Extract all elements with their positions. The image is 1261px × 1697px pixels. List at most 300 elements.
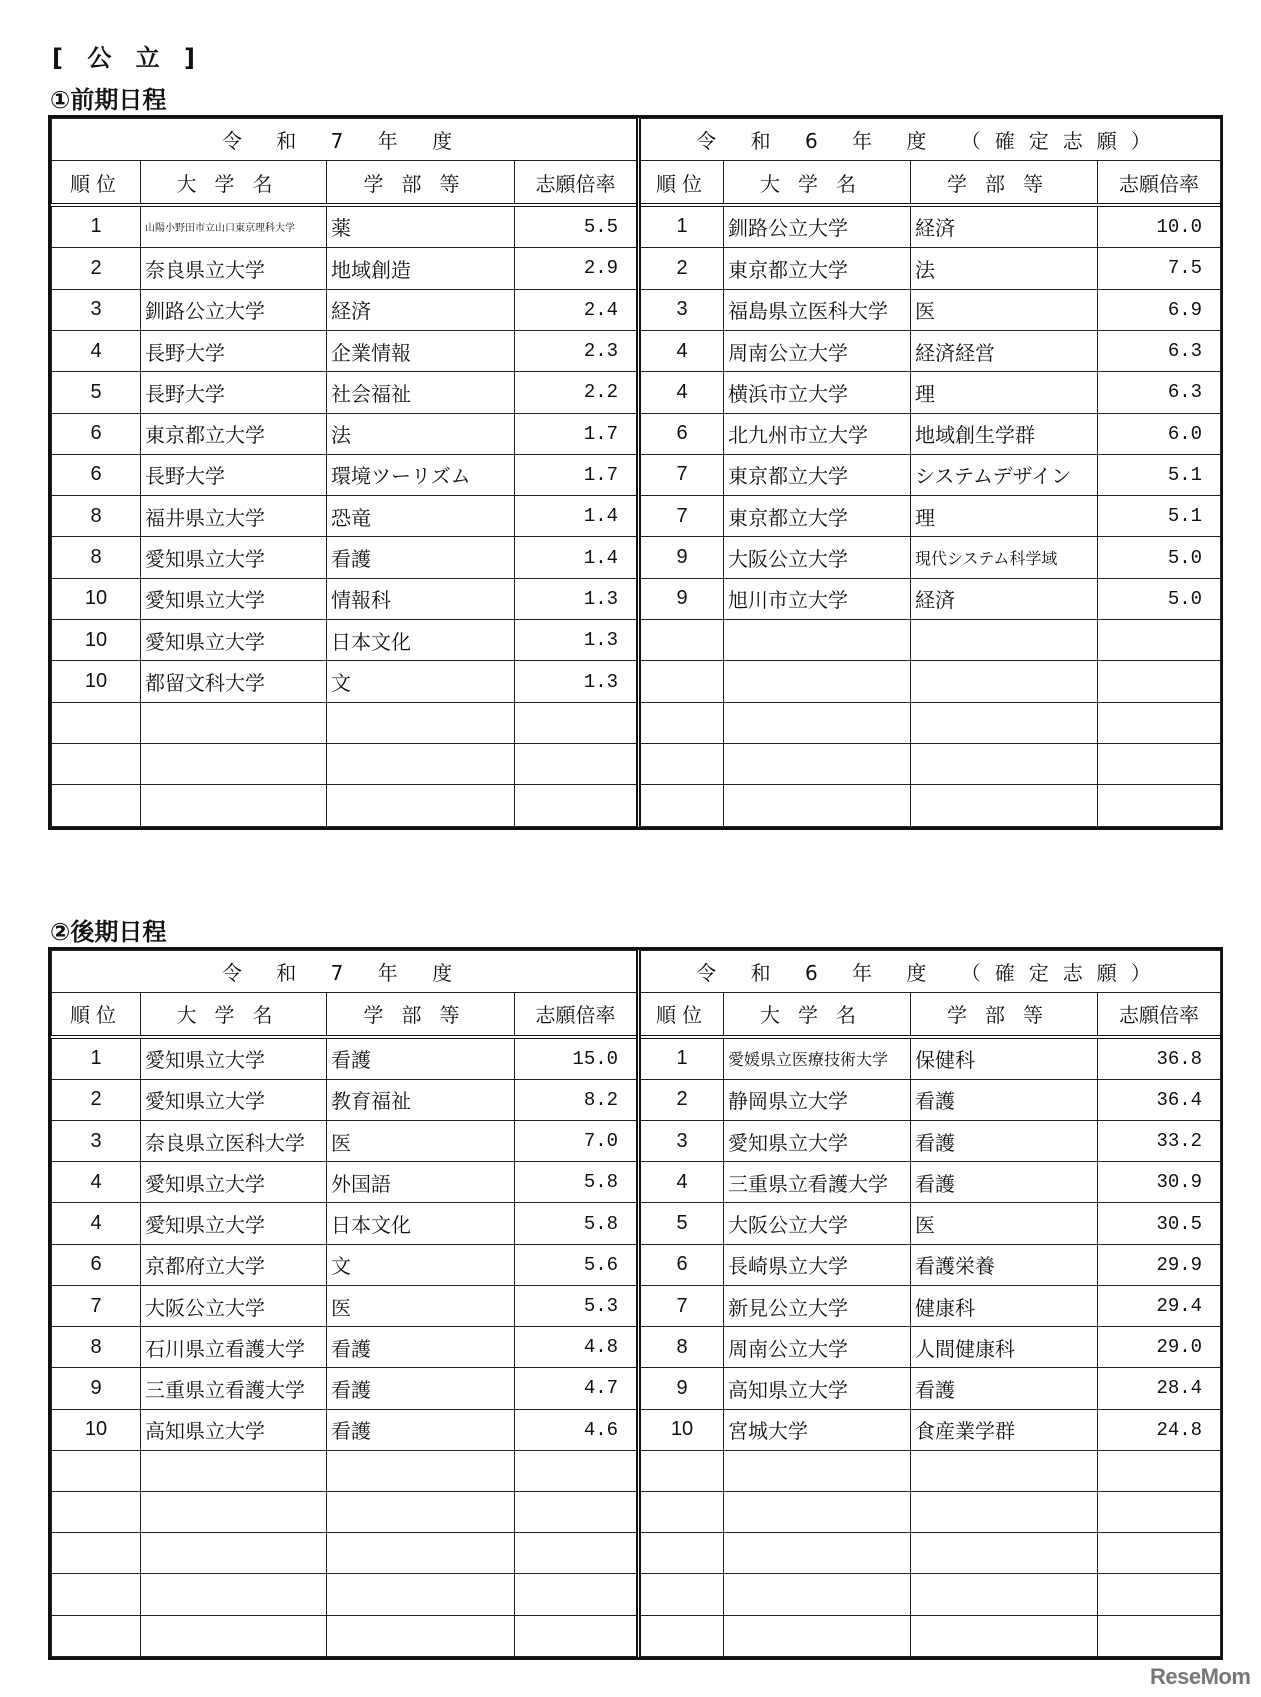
rate-cell: 29.0 xyxy=(1098,1327,1221,1368)
rank-cell: 4 xyxy=(639,330,724,371)
faculty-cell: 文 xyxy=(327,1244,515,1285)
rank-cell: 6 xyxy=(639,413,724,454)
rank-cell xyxy=(639,1533,724,1574)
rate-cell: 1.4 xyxy=(515,496,639,537)
rank-cell: 7 xyxy=(52,1285,141,1326)
university-cell xyxy=(141,1615,327,1656)
table-row xyxy=(52,372,1221,413)
rate-cell: 24.8 xyxy=(1098,1409,1221,1450)
university-cell: 山陽小野田市立山口東京理科大学 xyxy=(141,205,327,248)
header-r7: 令 和 7 年 度 xyxy=(52,119,639,161)
university-cell: 周南公立大学 xyxy=(724,330,911,371)
faculty-cell xyxy=(911,744,1098,785)
table-row xyxy=(52,744,1221,785)
rate-cell xyxy=(515,744,639,785)
rate-cell xyxy=(1098,661,1221,702)
university-cell: 東京都立大学 xyxy=(724,454,911,495)
header-year-row xyxy=(52,951,1221,993)
table-row xyxy=(52,1244,1221,1285)
university-cell: 愛知県立大学 xyxy=(141,1162,327,1203)
rank-cell xyxy=(639,744,724,785)
faculty-cell: 環境ツーリズム xyxy=(327,454,515,495)
rate-cell: 2.9 xyxy=(515,248,639,289)
faculty-cell: 看護 xyxy=(327,1327,515,1368)
faculty-cell: 日本文化 xyxy=(327,620,515,661)
rank-cell: 6 xyxy=(52,1244,141,1285)
rate-cell: 30.5 xyxy=(1098,1203,1221,1244)
faculty-cell: 教育福祉 xyxy=(327,1079,515,1120)
rank-cell: 10 xyxy=(52,1409,141,1450)
table-row xyxy=(52,454,1221,495)
faculty-cell: 地域創造 xyxy=(327,248,515,289)
header-univ: 大学名 xyxy=(141,993,327,1037)
university-cell: 北九州市立大学 xyxy=(724,413,911,454)
rate-cell xyxy=(1098,620,1221,661)
header-year-row xyxy=(52,119,1221,161)
rate-cell xyxy=(1098,702,1221,743)
faculty-cell: 薬 xyxy=(327,205,515,248)
rank-cell: 4 xyxy=(52,1203,141,1244)
university-cell xyxy=(141,1533,327,1574)
university-cell: 周南公立大学 xyxy=(724,1327,911,1368)
rank-cell: 4 xyxy=(639,1162,724,1203)
rate-cell: 5.3 xyxy=(515,1285,639,1326)
rank-cell: 8 xyxy=(639,1327,724,1368)
header-univ: 大学名 xyxy=(724,161,911,205)
faculty-cell: 医 xyxy=(327,1121,515,1162)
section-title-late: ②後期日程 xyxy=(50,918,167,946)
table-row xyxy=(52,1450,1221,1491)
rate-cell: 1.7 xyxy=(515,454,639,495)
rate-cell: 5.5 xyxy=(515,205,639,248)
rank-cell: 1 xyxy=(52,205,141,248)
rank-cell: 3 xyxy=(639,289,724,330)
rank-cell: 10 xyxy=(52,661,141,702)
rank-cell: 9 xyxy=(639,578,724,619)
faculty-cell: 情報科 xyxy=(327,578,515,619)
rate-cell: 1.3 xyxy=(515,661,639,702)
header-column-row xyxy=(52,993,1221,1037)
ranking-table xyxy=(51,950,1221,1657)
university-cell: 愛知県立大学 xyxy=(141,1037,327,1080)
rate-cell: 6.3 xyxy=(1098,372,1221,413)
rate-cell: 33.2 xyxy=(1098,1121,1221,1162)
header-faculty: 学部等 xyxy=(327,161,515,205)
university-cell: 福井県立大学 xyxy=(141,496,327,537)
resemom-logo: ReseMom xyxy=(1150,1664,1251,1689)
faculty-cell: 法 xyxy=(911,248,1098,289)
header-rank: 順位 xyxy=(639,993,724,1037)
rank-cell xyxy=(52,1615,141,1656)
rate-cell: 5.1 xyxy=(1098,454,1221,495)
faculty-cell: 文 xyxy=(327,661,515,702)
faculty-cell: 外国語 xyxy=(327,1162,515,1203)
rate-cell: 36.4 xyxy=(1098,1079,1221,1120)
rank-cell: 9 xyxy=(52,1368,141,1409)
university-cell xyxy=(141,1492,327,1533)
university-cell: 大阪公立大学 xyxy=(141,1285,327,1326)
university-cell: 宮城大学 xyxy=(724,1409,911,1450)
faculty-cell: 健康科 xyxy=(911,1285,1098,1326)
university-cell: 大阪公立大学 xyxy=(724,537,911,578)
rate-cell xyxy=(515,1533,639,1574)
rate-cell xyxy=(515,702,639,743)
rate-cell xyxy=(1098,1450,1221,1491)
header-faculty: 学部等 xyxy=(911,993,1098,1037)
table-row xyxy=(52,496,1221,537)
university-cell: 長野大学 xyxy=(141,330,327,371)
university-cell xyxy=(724,702,911,743)
faculty-cell: 経済 xyxy=(911,578,1098,619)
rate-cell: 7.0 xyxy=(515,1121,639,1162)
rate-cell: 30.9 xyxy=(1098,1162,1221,1203)
rate-cell xyxy=(515,1450,639,1491)
table-row xyxy=(52,1368,1221,1409)
rate-cell: 5.0 xyxy=(1098,578,1221,619)
faculty-cell xyxy=(327,1574,515,1615)
faculty-cell: 食産業学群 xyxy=(911,1409,1098,1450)
faculty-cell: 地域創生学群 xyxy=(911,413,1098,454)
university-cell xyxy=(724,744,911,785)
faculty-cell: 恐竜 xyxy=(327,496,515,537)
university-cell: 愛知県立大学 xyxy=(141,1203,327,1244)
header-rate: 志願倍率 xyxy=(1098,161,1221,205)
faculty-cell: 看護 xyxy=(327,537,515,578)
university-cell xyxy=(724,1615,911,1656)
university-cell: 福島県立医科大学 xyxy=(724,289,911,330)
rank-cell xyxy=(52,1492,141,1533)
university-cell xyxy=(141,1450,327,1491)
rank-cell xyxy=(639,1492,724,1533)
header-faculty: 学部等 xyxy=(327,993,515,1037)
table-row xyxy=(52,1162,1221,1203)
faculty-cell xyxy=(327,744,515,785)
rank-cell xyxy=(52,1450,141,1491)
faculty-cell: 看護 xyxy=(327,1409,515,1450)
rank-cell: 6 xyxy=(52,413,141,454)
table-row xyxy=(52,578,1221,619)
rank-cell: 3 xyxy=(639,1121,724,1162)
header-column-row xyxy=(52,161,1221,205)
rank-cell xyxy=(639,702,724,743)
university-cell: 愛知県立大学 xyxy=(141,537,327,578)
rate-cell xyxy=(515,785,639,827)
rank-cell: 10 xyxy=(639,1409,724,1450)
faculty-cell xyxy=(911,620,1098,661)
university-cell: 旭川市立大学 xyxy=(724,578,911,619)
table-row xyxy=(52,289,1221,330)
rank-cell: 7 xyxy=(639,454,724,495)
rate-cell xyxy=(1098,1492,1221,1533)
university-cell: 三重県立看護大学 xyxy=(724,1162,911,1203)
university-cell: 釧路公立大学 xyxy=(724,205,911,248)
rank-cell xyxy=(639,1615,724,1656)
faculty-cell: 企業情報 xyxy=(327,330,515,371)
rank-cell xyxy=(639,620,724,661)
rate-cell: 5.1 xyxy=(1098,496,1221,537)
faculty-cell: 看護 xyxy=(327,1037,515,1080)
university-cell: 愛知県立大学 xyxy=(141,620,327,661)
university-cell: 都留文科大学 xyxy=(141,661,327,702)
rank-cell: 5 xyxy=(639,1203,724,1244)
rate-cell: 15.0 xyxy=(515,1037,639,1080)
rate-cell: 7.5 xyxy=(1098,248,1221,289)
rate-cell: 1.3 xyxy=(515,620,639,661)
faculty-cell: 人間健康科 xyxy=(911,1327,1098,1368)
rate-cell: 5.8 xyxy=(515,1203,639,1244)
university-cell xyxy=(724,1533,911,1574)
table-row xyxy=(52,1615,1221,1656)
faculty-cell: 社会福祉 xyxy=(327,372,515,413)
header-univ: 大学名 xyxy=(141,161,327,205)
university-cell: 高知県立大学 xyxy=(141,1409,327,1450)
table-row xyxy=(52,537,1221,578)
rate-cell: 28.4 xyxy=(1098,1368,1221,1409)
rank-cell: 6 xyxy=(52,454,141,495)
rank-cell xyxy=(52,702,141,743)
university-cell xyxy=(141,785,327,827)
university-cell: 三重県立看護大学 xyxy=(141,1368,327,1409)
faculty-cell: 医 xyxy=(327,1285,515,1326)
university-cell xyxy=(724,785,911,827)
rank-cell: 2 xyxy=(52,1079,141,1120)
rate-cell: 1.3 xyxy=(515,578,639,619)
university-cell: 長野大学 xyxy=(141,372,327,413)
university-cell: 高知県立大学 xyxy=(724,1368,911,1409)
rank-cell xyxy=(639,1450,724,1491)
rank-cell: 9 xyxy=(639,537,724,578)
rate-cell: 5.8 xyxy=(515,1162,639,1203)
rank-cell: 1 xyxy=(639,1037,724,1080)
table-row xyxy=(52,205,1221,248)
faculty-cell: 看護栄養 xyxy=(911,1244,1098,1285)
rank-cell xyxy=(639,1574,724,1615)
university-cell: 大阪公立大学 xyxy=(724,1203,911,1244)
faculty-cell: 現代システム科学域 xyxy=(911,537,1098,578)
header-r6: 令 和 6 年 度 （確定志願） xyxy=(639,119,1221,161)
table-row xyxy=(52,785,1221,827)
rate-cell xyxy=(515,1615,639,1656)
rate-cell: 36.8 xyxy=(1098,1037,1221,1080)
faculty-cell xyxy=(327,702,515,743)
faculty-cell: 医 xyxy=(911,289,1098,330)
university-cell: 愛知県立大学 xyxy=(141,578,327,619)
faculty-cell: システムデザイン xyxy=(911,454,1098,495)
university-cell: 長崎県立大学 xyxy=(724,1244,911,1285)
rank-cell: 8 xyxy=(52,1327,141,1368)
rate-cell: 5.6 xyxy=(515,1244,639,1285)
ranking-table xyxy=(51,118,1221,827)
section-title-early: ①前期日程 xyxy=(50,86,167,114)
header-rank: 順位 xyxy=(52,993,141,1037)
rate-cell: 2.4 xyxy=(515,289,639,330)
faculty-cell: 看護 xyxy=(911,1079,1098,1120)
university-cell: 東京都立大学 xyxy=(724,248,911,289)
header-rate: 志願倍率 xyxy=(515,993,639,1037)
table-row xyxy=(52,413,1221,454)
faculty-cell: 経済 xyxy=(911,205,1098,248)
rank-cell: 4 xyxy=(639,372,724,413)
table-row xyxy=(52,1409,1221,1450)
university-cell: 京都府立大学 xyxy=(141,1244,327,1285)
rank-cell xyxy=(52,785,141,827)
faculty-cell xyxy=(911,1615,1098,1656)
faculty-cell: 経済経営 xyxy=(911,330,1098,371)
university-cell: 横浜市立大学 xyxy=(724,372,911,413)
university-cell: 奈良県立医科大学 xyxy=(141,1121,327,1162)
rank-cell xyxy=(52,1533,141,1574)
university-cell: 愛媛県立医療技術大学 xyxy=(724,1037,911,1080)
header-rank: 順位 xyxy=(639,161,724,205)
rate-cell: 10.0 xyxy=(1098,205,1221,248)
table-row xyxy=(52,248,1221,289)
table-row xyxy=(52,1492,1221,1533)
faculty-cell xyxy=(911,702,1098,743)
table-row xyxy=(52,1203,1221,1244)
table-row xyxy=(52,330,1221,371)
university-cell: 新見公立大学 xyxy=(724,1285,911,1326)
rank-cell xyxy=(639,785,724,827)
faculty-cell xyxy=(911,1574,1098,1615)
rank-cell: 3 xyxy=(52,289,141,330)
university-cell xyxy=(724,1492,911,1533)
university-cell xyxy=(724,620,911,661)
faculty-cell: 法 xyxy=(327,413,515,454)
faculty-cell: 看護 xyxy=(911,1121,1098,1162)
rank-cell: 5 xyxy=(52,372,141,413)
rank-cell: 8 xyxy=(52,537,141,578)
faculty-cell xyxy=(911,1450,1098,1491)
university-cell xyxy=(724,661,911,702)
rank-cell xyxy=(52,744,141,785)
table-row xyxy=(52,1574,1221,1615)
rate-cell: 6.0 xyxy=(1098,413,1221,454)
rank-cell: 4 xyxy=(52,330,141,371)
faculty-cell xyxy=(327,785,515,827)
university-cell: 東京都立大学 xyxy=(141,413,327,454)
faculty-cell: 理 xyxy=(911,372,1098,413)
rate-cell xyxy=(1098,1533,1221,1574)
university-cell xyxy=(141,702,327,743)
faculty-cell: 理 xyxy=(911,496,1098,537)
university-cell: 愛知県立大学 xyxy=(724,1121,911,1162)
header-univ: 大学名 xyxy=(724,993,911,1037)
faculty-cell xyxy=(911,1533,1098,1574)
faculty-cell xyxy=(327,1450,515,1491)
rate-cell: 4.8 xyxy=(515,1327,639,1368)
table-row xyxy=(52,1533,1221,1574)
rank-cell: 7 xyxy=(639,1285,724,1326)
rate-cell: 8.2 xyxy=(515,1079,639,1120)
university-cell: 石川県立看護大学 xyxy=(141,1327,327,1368)
rate-cell: 1.7 xyxy=(515,413,639,454)
university-cell xyxy=(724,1450,911,1491)
rate-cell: 6.9 xyxy=(1098,289,1221,330)
rank-cell xyxy=(52,1574,141,1615)
faculty-cell: 看護 xyxy=(911,1368,1098,1409)
table-row xyxy=(52,1037,1221,1080)
university-cell xyxy=(141,744,327,785)
late-schedule-table xyxy=(48,947,1223,1660)
table-row xyxy=(52,1121,1221,1162)
rank-cell: 1 xyxy=(52,1037,141,1080)
header-rate: 志願倍率 xyxy=(515,161,639,205)
university-cell: 長野大学 xyxy=(141,454,327,495)
rate-cell: 2.3 xyxy=(515,330,639,371)
faculty-cell xyxy=(911,661,1098,702)
rank-cell: 8 xyxy=(52,496,141,537)
early-schedule-table xyxy=(48,115,1223,830)
rate-cell xyxy=(1098,744,1221,785)
faculty-cell: 経済 xyxy=(327,289,515,330)
faculty-cell: 看護 xyxy=(327,1368,515,1409)
university-cell: 静岡県立大学 xyxy=(724,1079,911,1120)
table-row xyxy=(52,620,1221,661)
faculty-cell: 医 xyxy=(911,1203,1098,1244)
faculty-cell xyxy=(327,1615,515,1656)
rate-cell xyxy=(1098,1615,1221,1656)
rank-cell: 4 xyxy=(52,1162,141,1203)
rank-cell: 10 xyxy=(52,578,141,619)
header-r6: 令 和 6 年 度 （確定志願） xyxy=(639,951,1221,993)
rate-cell xyxy=(1098,785,1221,827)
rank-cell: 6 xyxy=(639,1244,724,1285)
rate-cell xyxy=(1098,1574,1221,1615)
header-rate: 志願倍率 xyxy=(1098,993,1221,1037)
rate-cell: 4.6 xyxy=(515,1409,639,1450)
faculty-cell xyxy=(327,1492,515,1533)
header-faculty: 学部等 xyxy=(911,161,1098,205)
rate-cell: 4.7 xyxy=(515,1368,639,1409)
faculty-cell: 日本文化 xyxy=(327,1203,515,1244)
table-row xyxy=(52,1285,1221,1326)
rank-cell: 2 xyxy=(639,1079,724,1120)
rank-cell xyxy=(639,661,724,702)
university-cell xyxy=(724,1574,911,1615)
faculty-cell: 保健科 xyxy=(911,1037,1098,1080)
rate-cell xyxy=(515,1574,639,1615)
rate-cell: 1.4 xyxy=(515,537,639,578)
university-cell: 愛知県立大学 xyxy=(141,1079,327,1120)
university-cell: 奈良県立大学 xyxy=(141,248,327,289)
faculty-cell xyxy=(911,1492,1098,1533)
table-row xyxy=(52,1079,1221,1120)
rate-cell: 29.4 xyxy=(1098,1285,1221,1326)
faculty-cell xyxy=(911,785,1098,827)
university-cell xyxy=(141,1574,327,1615)
faculty-cell xyxy=(327,1533,515,1574)
university-cell: 釧路公立大学 xyxy=(141,289,327,330)
rate-cell xyxy=(515,1492,639,1533)
faculty-cell: 看護 xyxy=(911,1162,1098,1203)
rank-cell: 10 xyxy=(52,620,141,661)
rank-cell: 9 xyxy=(639,1368,724,1409)
header-rank: 順位 xyxy=(52,161,141,205)
rank-cell: 1 xyxy=(639,205,724,248)
rank-cell: 2 xyxy=(52,248,141,289)
rank-cell: 3 xyxy=(52,1121,141,1162)
table-row xyxy=(52,1327,1221,1368)
rank-cell: 7 xyxy=(639,496,724,537)
university-cell: 東京都立大学 xyxy=(724,496,911,537)
rate-cell: 5.0 xyxy=(1098,537,1221,578)
table-row xyxy=(52,661,1221,702)
table-row xyxy=(52,702,1221,743)
rate-cell: 29.9 xyxy=(1098,1244,1221,1285)
category-title: [ 公 立 ] xyxy=(52,44,204,72)
rate-cell: 2.2 xyxy=(515,372,639,413)
rank-cell: 2 xyxy=(639,248,724,289)
